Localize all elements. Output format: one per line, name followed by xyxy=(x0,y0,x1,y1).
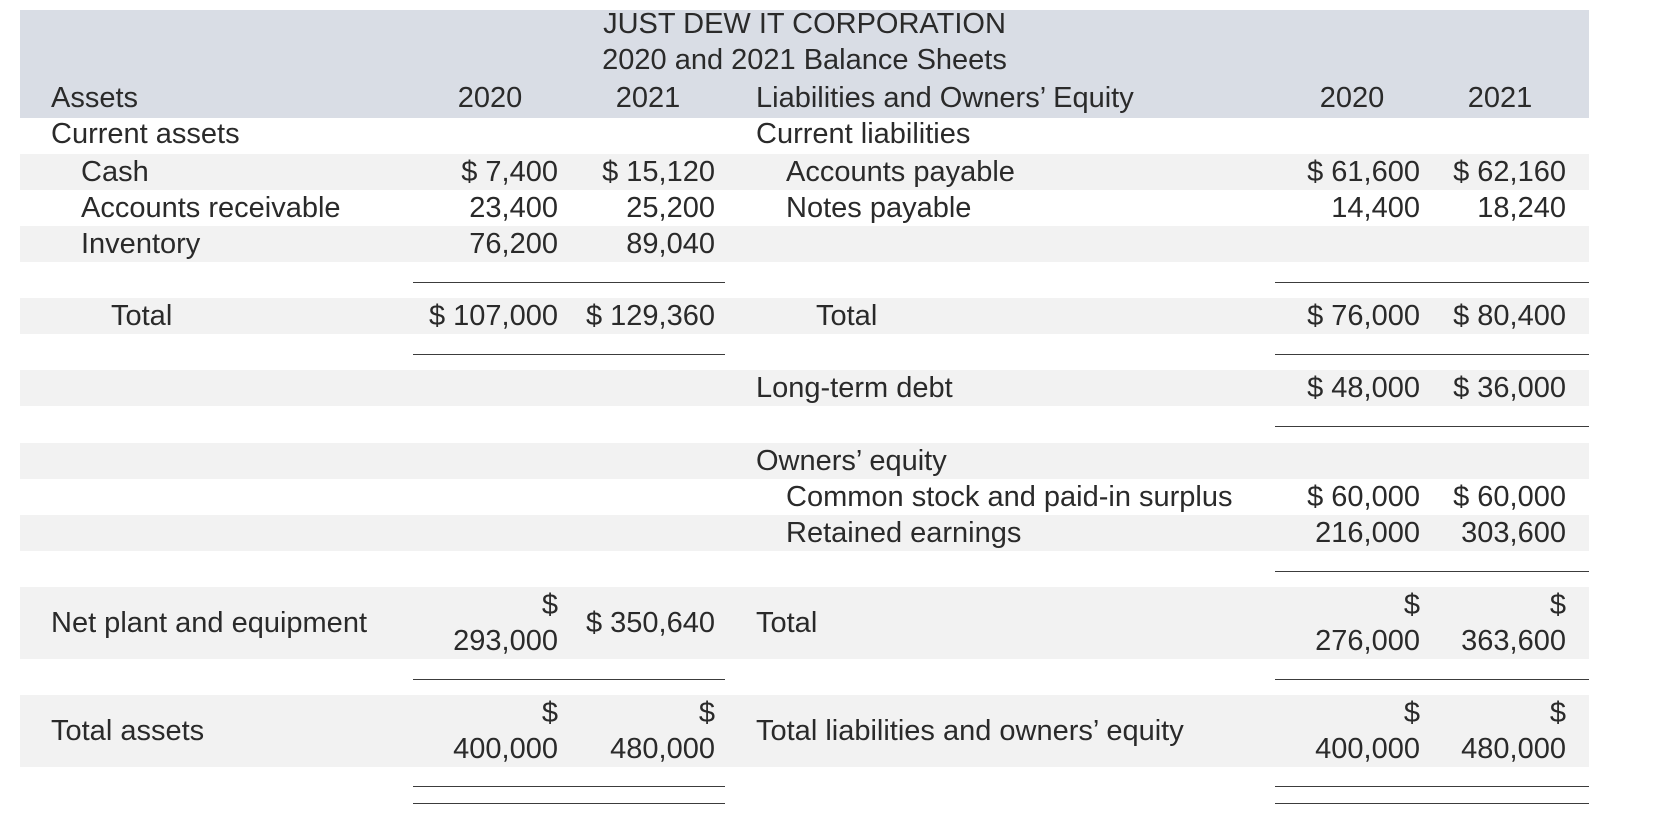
rule-total-assets-upper xyxy=(413,786,725,787)
common-stock-2021: $ 60,000 xyxy=(1453,481,1566,513)
accounts-receivable-2020: 23,400 xyxy=(469,192,558,224)
total-liabilities-equity-2020-symbol: $ xyxy=(1403,697,1420,729)
total-current-liabilities-2021: $ 80,400 xyxy=(1453,300,1566,332)
rule-liab-current xyxy=(1275,282,1589,283)
current-liabilities-label: Current liabilities xyxy=(756,118,971,150)
rule-total-le-upper xyxy=(1275,786,1589,787)
common-stock-2020: $ 60,000 xyxy=(1307,481,1420,513)
current-assets-label: Current assets xyxy=(51,118,240,150)
total-current-liabilities-2020: $ 76,000 xyxy=(1307,300,1420,332)
total-assets-label: Total assets xyxy=(51,715,205,747)
total-assets-2020: 400,000 xyxy=(453,733,558,765)
net-plant-label: Net plant and equipment xyxy=(51,607,367,639)
rule-assets-current xyxy=(413,282,725,283)
row-band-inventory xyxy=(20,226,1589,262)
company-name: JUST DEW IT CORPORATION xyxy=(603,8,1006,40)
accounts-payable-label: Accounts payable xyxy=(786,156,1015,188)
inventory-label: Inventory xyxy=(81,228,201,260)
equity-total-2021-symbol: $ xyxy=(1549,589,1566,621)
long-term-debt-2020: $ 48,000 xyxy=(1307,372,1420,404)
rule-assets-total xyxy=(413,354,725,355)
inventory-2021: 89,040 xyxy=(626,228,715,260)
rule-net-plant xyxy=(413,679,725,680)
equity-total-2020: 276,000 xyxy=(1315,625,1420,657)
assets-header: Assets xyxy=(51,82,139,114)
total-current-assets-2021: $ 129,360 xyxy=(585,300,715,332)
rule-liab-total xyxy=(1275,354,1589,355)
total-current-assets-2020: $ 107,000 xyxy=(428,300,558,332)
rule-total-le-lower xyxy=(1275,803,1589,804)
long-term-debt-label: Long-term debt xyxy=(756,372,953,404)
common-stock-label: Common stock and paid-in surplus xyxy=(786,481,1233,513)
net-plant-2020: 293,000 xyxy=(453,625,558,657)
accounts-receivable-2021: 25,200 xyxy=(626,192,715,224)
notes-payable-2020: 14,400 xyxy=(1331,192,1420,224)
cash-label: Cash xyxy=(81,156,149,188)
owners-equity-label: Owners’ equity xyxy=(756,445,947,477)
total-liabilities-equity-2020: 400,000 xyxy=(1315,733,1420,765)
cash-2021: $ 15,120 xyxy=(602,156,715,188)
assets-year-2020: 2020 xyxy=(457,82,523,114)
total-assets-2021-symbol: $ xyxy=(698,697,715,729)
liabilities-year-2020: 2020 xyxy=(1319,82,1385,114)
liabilities-header: Liabilities and Owners’ Equity xyxy=(756,82,1134,114)
net-plant-2021: $ 350,640 xyxy=(585,607,715,639)
liabilities-year-2021: 2021 xyxy=(1467,82,1533,114)
net-plant-2020-symbol: $ xyxy=(541,589,558,621)
assets-year-2021: 2021 xyxy=(615,82,681,114)
rule-total-assets-lower xyxy=(413,803,725,804)
rule-equity-total xyxy=(1275,679,1589,680)
equity-total-2020-symbol: $ xyxy=(1403,589,1420,621)
total-liabilities-equity-2021-symbol: $ xyxy=(1549,697,1566,729)
rule-long-term-debt xyxy=(1275,426,1589,427)
total-current-assets-label: Total xyxy=(111,300,173,332)
notes-payable-2021: 18,240 xyxy=(1477,192,1566,224)
rule-retained xyxy=(1275,571,1589,572)
equity-total-label: Total xyxy=(756,607,818,639)
total-liabilities-equity-label: Total liabilities and owners’ equity xyxy=(756,715,1184,747)
inventory-2020: 76,200 xyxy=(469,228,558,260)
retained-earnings-2021: 303,600 xyxy=(1461,517,1566,549)
total-assets-2021: 480,000 xyxy=(610,733,715,765)
accounts-payable-2021: $ 62,160 xyxy=(1453,156,1566,188)
total-assets-2020-symbol: $ xyxy=(541,697,558,729)
equity-total-2021: 363,600 xyxy=(1461,625,1566,657)
total-liabilities-equity-2021: 480,000 xyxy=(1461,733,1566,765)
statement-subtitle: 2020 and 2021 Balance Sheets xyxy=(602,44,1007,76)
long-term-debt-2021: $ 36,000 xyxy=(1453,372,1566,404)
accounts-receivable-label: Accounts receivable xyxy=(81,192,341,224)
notes-payable-label: Notes payable xyxy=(786,192,972,224)
retained-earnings-label: Retained earnings xyxy=(786,517,1022,549)
retained-earnings-2020: 216,000 xyxy=(1315,517,1420,549)
accounts-payable-2020: $ 61,600 xyxy=(1307,156,1420,188)
cash-2020: $ 7,400 xyxy=(461,156,558,188)
total-current-liabilities-label: Total xyxy=(816,300,878,332)
